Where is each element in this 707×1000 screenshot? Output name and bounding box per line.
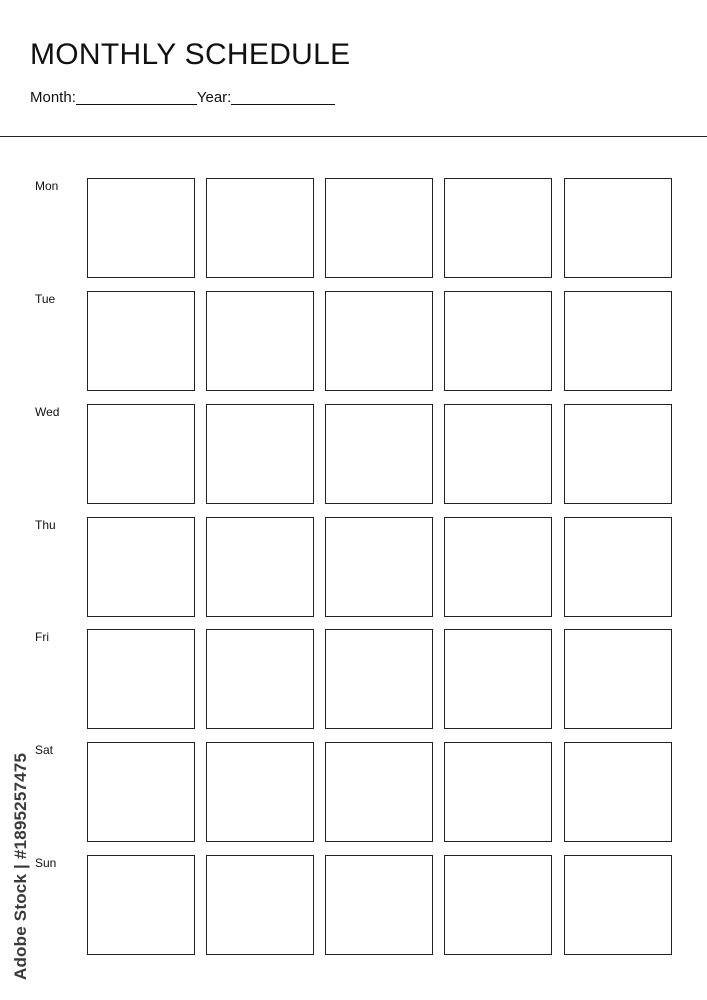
schedule-cell[interactable] [444,178,552,278]
page-title: MONTHLY SCHEDULE [30,38,351,71]
schedule-cell[interactable] [87,404,195,504]
month-year-row [30,86,335,108]
day-row-sat [0,742,707,844]
stock-watermark: Adobe Stock | #1895257475 [11,752,30,980]
schedule-cell[interactable] [87,178,195,278]
schedule-cell[interactable] [564,742,672,842]
year-blank-line[interactable] [231,89,335,105]
day-label: Sun [35,856,57,870]
schedule-cell[interactable] [325,178,433,278]
schedule-cell[interactable] [87,629,195,729]
schedule-cell[interactable] [206,742,314,842]
schedule-cell[interactable] [444,629,552,729]
schedule-cell[interactable] [206,855,314,955]
schedule-cell[interactable] [325,629,433,729]
day-row-tue [0,291,707,393]
month-label: Month: [30,89,76,106]
schedule-cell[interactable] [206,291,314,391]
day-row-thu [0,517,707,619]
day-label: Fri [35,630,49,644]
schedule-cell[interactable] [87,291,195,391]
day-label: Sat [35,743,54,757]
schedule-cell[interactable] [206,178,314,278]
year-label: Year: [196,89,232,106]
day-label: Mon [35,179,59,193]
day-label: Tue [35,292,56,306]
schedule-cell[interactable] [444,404,552,504]
day-row-wed [0,404,707,506]
schedule-cell[interactable] [325,404,433,504]
day-row-fri [0,629,707,731]
schedule-cell[interactable] [206,404,314,504]
day-label: Wed [35,405,60,419]
schedule-cell[interactable] [564,291,672,391]
day-row-sun [0,855,707,957]
schedule-cell[interactable] [206,517,314,617]
schedule-cell[interactable] [564,178,672,278]
schedule-cell[interactable] [325,855,433,955]
schedule-cell[interactable] [325,291,433,391]
schedule-cell[interactable] [325,742,433,842]
schedule-cell[interactable] [564,629,672,729]
day-row-mon [0,178,707,280]
schedule-cell[interactable] [87,517,195,617]
schedule-cell[interactable] [444,855,552,955]
schedule-cell[interactable] [444,517,552,617]
day-label: Thu [35,518,56,532]
schedule-cell[interactable] [444,742,552,842]
schedule-cell[interactable] [87,742,195,842]
schedule-cell[interactable] [564,855,672,955]
schedule-cell[interactable] [564,517,672,617]
schedule-cell[interactable] [206,629,314,729]
schedule-cell[interactable] [87,855,195,955]
schedule-cell[interactable] [564,404,672,504]
header-divider [0,136,707,137]
month-blank-line[interactable] [76,89,197,105]
schedule-cell[interactable] [325,517,433,617]
schedule-cell[interactable] [444,291,552,391]
